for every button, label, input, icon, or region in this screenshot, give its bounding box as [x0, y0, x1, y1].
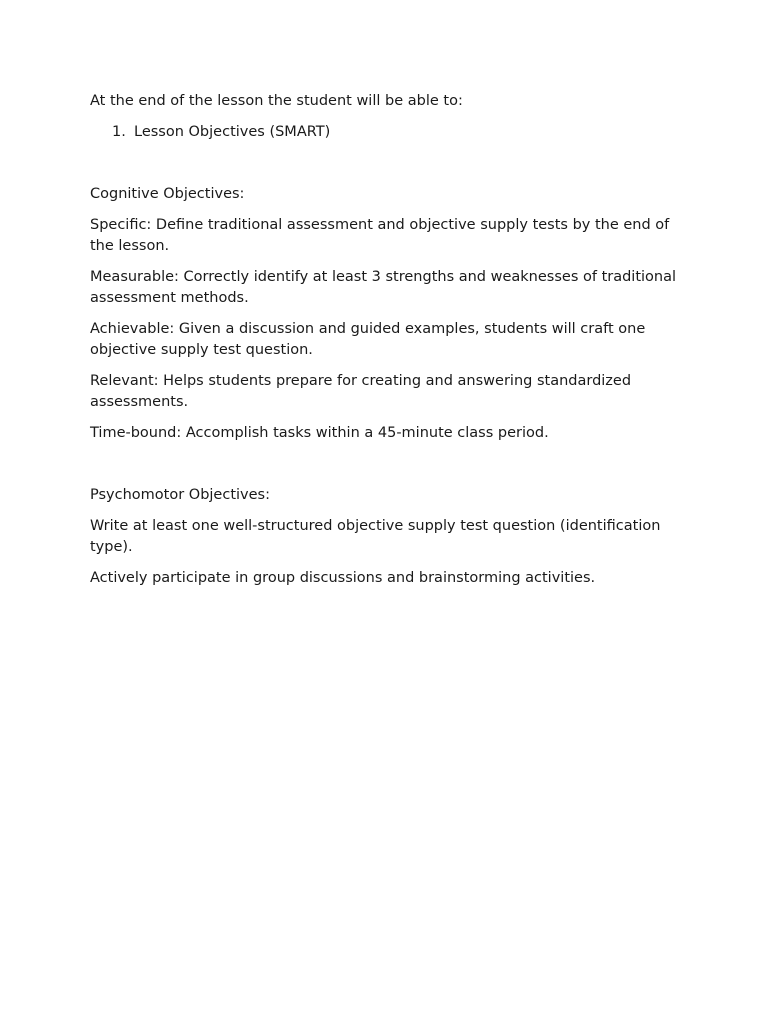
list-item-text: Lesson Objectives (SMART) — [134, 124, 331, 140]
document-body — [90, 91, 685, 599]
psychomotor-write: Write at least one well-structured objective supply test question (identification type). — [90, 518, 661, 555]
cognitive-time-bound: Time-bound: Accomplish tasks within a 45-minute class period. — [90, 425, 549, 441]
cognitive-specific: Specific: Define traditional assessment and objective supply tests by the end of the lesson. — [90, 217, 670, 254]
numbered-list — [90, 122, 685, 143]
psychomotor-heading: Psychomotor Objectives: — [90, 487, 270, 503]
intro-text: At the end of the lesson the student will be able to: — [90, 93, 463, 109]
cognitive-heading: Cognitive Objectives: — [90, 186, 245, 202]
cognitive-achievable: Achievable: Given a discussion and guided examples, students will craft one objective supply test question. — [90, 321, 646, 358]
cognitive-measurable: Measurable: Correctly identify at least 3 strengths and weaknesses of traditional assessment methods. — [90, 269, 677, 306]
list-number: 1. — [112, 124, 126, 140]
psychomotor-participate: Actively participate in group discussions and brainstorming activities. — [90, 570, 596, 586]
cognitive-relevant: Relevant: Helps students prepare for creating and answering standardized assessments. — [90, 373, 632, 410]
list-item — [90, 122, 685, 143]
